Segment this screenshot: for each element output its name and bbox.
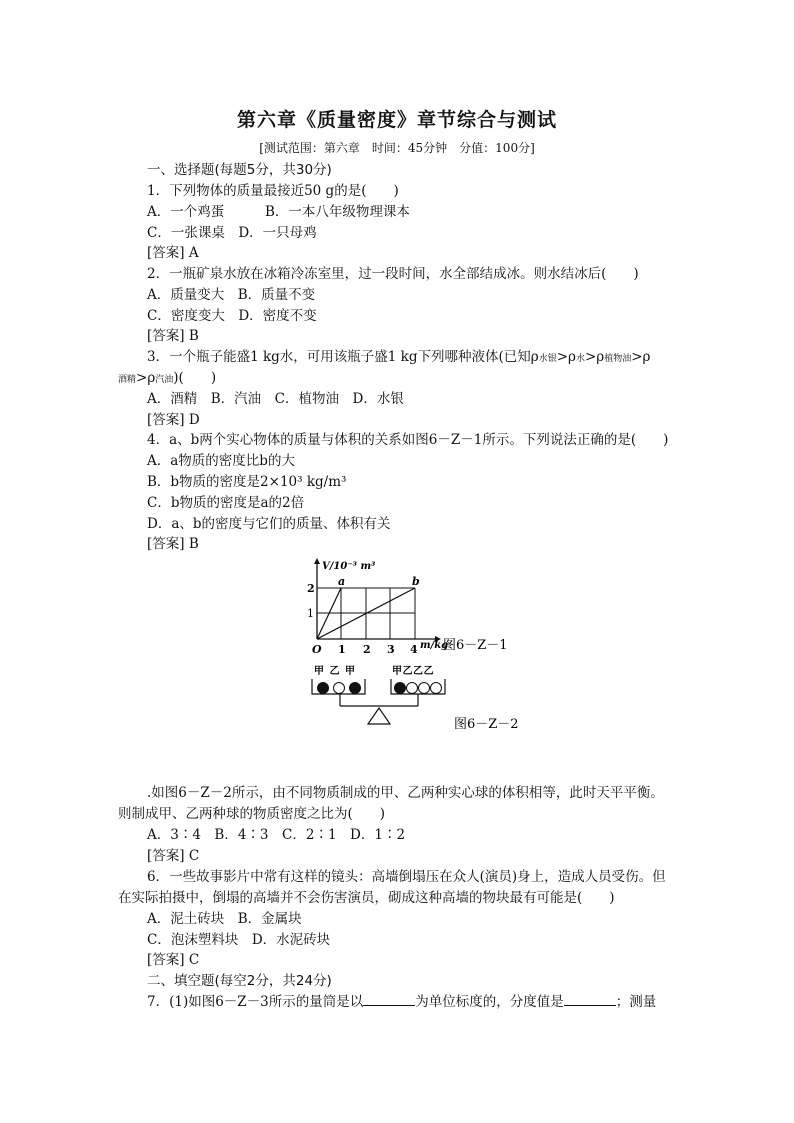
q7-part3: ；测量 (615, 994, 657, 1010)
label-a: a (338, 575, 346, 588)
test-meta: [测试范围：第六章 时间：45分钟 分值：100分] (259, 141, 535, 155)
q4-option-d: D．a、b的密度与它们的质量、体积有关 (147, 516, 391, 532)
q1-options-cd: C．一张课桌 D．一只母鸡 (147, 225, 317, 241)
q2-answer: [答案] B (147, 328, 199, 344)
q3-sub-water-silver: 水银 (538, 354, 557, 364)
ball-yi (407, 683, 418, 694)
q6-answer: [答案] C (147, 952, 200, 968)
x-tick-4: 4 (410, 643, 418, 655)
q3-sub-water: 水 (575, 354, 585, 364)
label-b: b (412, 575, 420, 588)
q3-sub-plant-oil: 植物油 (604, 354, 632, 364)
q7-line1 (147, 993, 656, 1011)
left-pan-labels: 甲 乙 甲 (314, 666, 356, 677)
x-tick-1: 1 (338, 643, 346, 655)
q7-blank-unit[interactable] (363, 993, 415, 1006)
ball-jia (350, 683, 361, 694)
q4-option-b: B．b物质的密度是2×10³ kg/m³ (147, 474, 347, 490)
q5-options: A．3∶4 B．4∶3 C．2∶1 D．1∶2 (147, 827, 406, 843)
fulcrum (368, 708, 390, 724)
q6-options-ab: A．泥土砖块 B．金属块 (147, 911, 302, 927)
q3-sub-alcohol: 酒精 (118, 375, 137, 385)
q4-option-c: C．b物质的密度是a的2倍 (147, 495, 305, 511)
ball-yi (334, 683, 345, 694)
x-axis-label: m/kg (420, 640, 449, 651)
q7-part2: 为单位标度的，分度值是 (415, 994, 564, 1010)
q4-option-a: A．a物质的密度比b的大 (147, 453, 295, 469)
q4-stem: 4．a、b两个实心物体的质量与体积的关系如图6－Z－1所示。下列说法正确的是( ) (147, 432, 669, 448)
page-title: 第六章《质量密度》章节综合与测试 (236, 109, 557, 131)
figure-2-caption: 图6－Z－2 (454, 717, 519, 732)
q7-blank-division[interactable] (564, 993, 616, 1006)
ball-yi (419, 683, 430, 694)
figure-1-caption: 图6－Z－1 (443, 638, 508, 653)
section-2-heading: 二、填空题(每空2分，共24分) (147, 973, 332, 989)
q7-part1: 7．(1)如图6－Z－3所示的量筒是以 (147, 994, 364, 1010)
q5-line1: .如图6－Z－2所示，由不同物质制成的甲、乙两种实心球的体积相等，此时天平平衡。 (147, 785, 664, 801)
q6-options-cd: C．泡沫塑料块 D．水泥砖块 (147, 932, 331, 948)
ball-yi (431, 683, 442, 694)
ball-jia (395, 683, 406, 694)
x-tick-2: 2 (363, 643, 371, 655)
q3-sub-gasoline: 汽油 (155, 375, 174, 385)
y-tick-1: 1 (307, 607, 314, 620)
q6-line1: 6．一些故事影片中常有这样的镜头：高墙倒塌压在众人(演员)身上，造成人员受伤。但 (147, 869, 666, 885)
x-tick-3: 3 (387, 643, 395, 655)
q6-line2: 在实际拍摄中，倒塌的高墙并不会伤害演员，砌成这种高墙的物块最有可能是( ) (118, 890, 615, 906)
y-axis-arrow (314, 558, 320, 564)
section-1-heading: 一、选择题(每题5分，共30分) (147, 162, 332, 178)
q3-gt-1: >ρ (556, 349, 576, 365)
figure-6-z-1 (300, 555, 530, 655)
q3-stem-line1 (147, 348, 651, 368)
q3-answer: [答案] D (147, 412, 200, 428)
q3-stem-line2 (118, 369, 216, 389)
q3-stem-text: 3．一个瓶子能盛1 kg水，可用该瓶子盛1 kg下列哪种液体(已知ρ (147, 349, 539, 365)
q3-gt-2: >ρ (584, 349, 605, 365)
right-pan-labels: 甲乙乙乙 (392, 666, 434, 677)
q5-answer: [答案] C (147, 848, 200, 864)
figure-6-z-2 (300, 662, 560, 732)
ball-jia (318, 683, 329, 694)
q2-stem: 2．一瓶矿泉水放在冰箱冷冻室里，过一段时间，水全部结成冰。则水结冰后( ) (147, 266, 639, 282)
y-axis-label: V/10⁻³ m³ (322, 561, 376, 572)
origin-label: O (312, 643, 322, 655)
q1-answer: [答案] A (147, 245, 199, 261)
q1-stem: 1．下列物体的质量最接近50 g的是( ) (147, 183, 399, 199)
q1-option-b: B．一本八年级物理课本 (265, 204, 410, 220)
q5-line2: 则制成甲、乙两种球的物质密度之比为( ) (118, 806, 386, 822)
q2-options-cd: C．密度变大 D．密度不变 (147, 308, 317, 324)
y-tick-2: 2 (307, 582, 315, 595)
q3-stem-end: )( ) (173, 370, 217, 386)
q3-gt-3: >ρ (631, 349, 651, 365)
q2-options-ab: A．质量变大 B．质量不变 (147, 287, 316, 303)
q1-option-a: A．一个鸡蛋 (147, 204, 225, 220)
q3-options: A．酒精 B．汽油 C．植物油 D．水银 (147, 391, 404, 407)
q3-gt-4: >ρ (136, 370, 156, 386)
q4-answer: [答案] B (147, 536, 199, 552)
